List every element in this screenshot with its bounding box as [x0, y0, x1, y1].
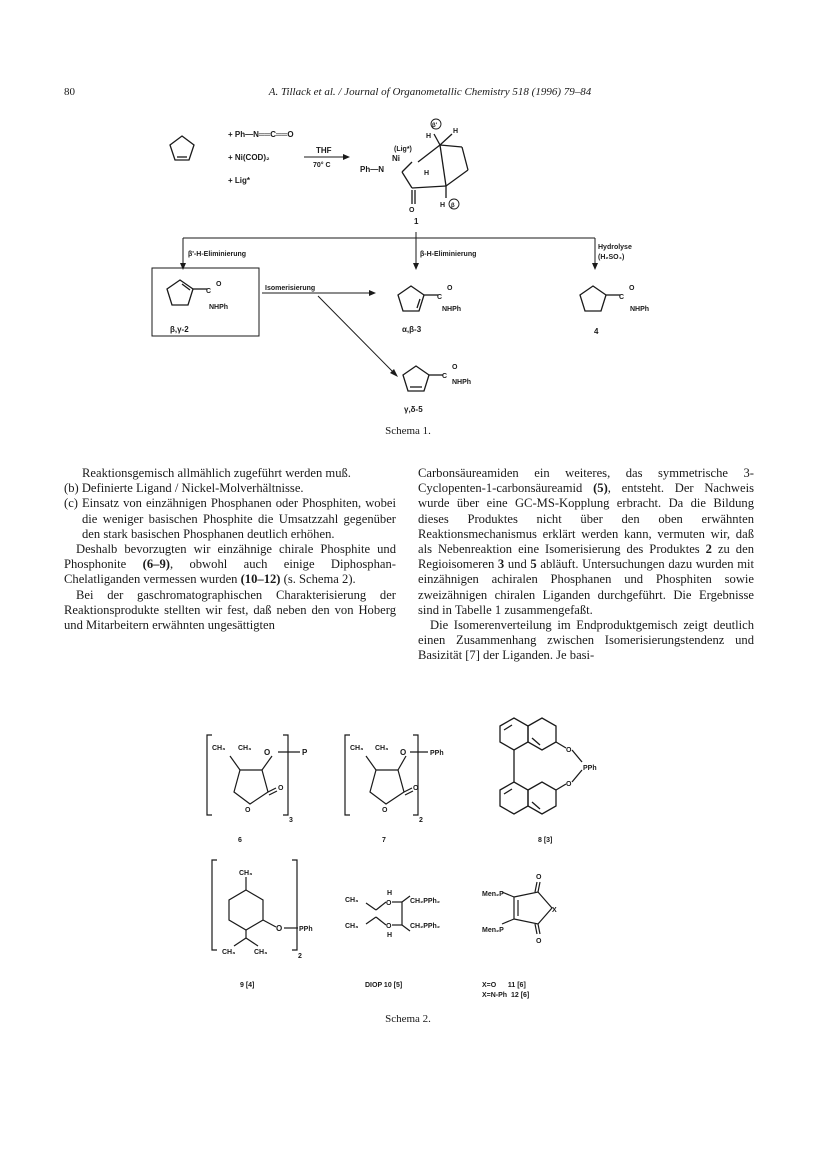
ligand-10-r2: CH₂PPh₂ [410, 923, 440, 930]
product-2-o: O [216, 281, 222, 288]
complex-ni: Ni [392, 154, 400, 163]
ligand-7-ch3b: CH₃ [375, 745, 389, 752]
ligand-9-structure [212, 860, 298, 950]
ligand-7-p: PPh [430, 750, 444, 757]
ligand-10-ch3b: CH₃ [345, 923, 359, 930]
product-3-c: C [437, 294, 443, 301]
ligand-8-o-top: O [566, 747, 572, 754]
product-5-structure [403, 366, 443, 391]
product-4-o: O [629, 285, 635, 292]
paragraph-gc: Bei der gaschromatographischen Charakterisierung der Reaktionsprodukte stellten wir fest, daß neben den von Hoberg und Mitarbeitern erwähnten ungesättigten [64, 587, 396, 633]
nickelacycle-1 [402, 134, 468, 204]
ref-compound-5: (5) [593, 481, 608, 496]
ligand-9-subscript: 2 [298, 953, 302, 960]
page-number: 80 [64, 86, 75, 98]
ligand-11-r1: Men₂P [482, 891, 504, 898]
product-3-amide: NHPh [442, 306, 462, 313]
ligand-6-o-ring: O [245, 807, 251, 814]
complex-phn: Ph—N [360, 165, 384, 174]
list-item-c: (c) Einsatz von einzähnigen Phosphanen oder Phosphiten, wobei die weniger basischen Phosphite die Umsatzzahl gegenüber den stark basischen Phosphanen deutlich erhöhen. [64, 496, 396, 541]
complex-number: 1 [414, 217, 419, 226]
ligand-11-label: X=O 11 [6] [482, 982, 526, 989]
scheme-1 [0, 0, 816, 440]
running-header: A. Tillack et al. / Journal of Organometallic Chemistry 518 (1996) 79–84 [268, 86, 592, 98]
product-3-o: O [447, 285, 453, 292]
product-2-label: β,γ-2 [170, 325, 189, 334]
product-4-structure [580, 286, 620, 311]
ref-ligands-6-9: (6–9) [142, 557, 170, 572]
ligand-7-label: 7 [382, 837, 386, 844]
complex-ligand: (Lig*) [394, 146, 412, 153]
product-4-label: 4 [594, 327, 599, 336]
complex-h-bottom: H [440, 202, 446, 209]
ligand-7-ch3a: CH₃ [350, 745, 364, 752]
ligand-9-ch3: CH₃ [239, 870, 253, 877]
branch-hydrolysis: Hydrolyse [598, 244, 632, 251]
complex-beta-marker: β [451, 203, 455, 209]
ligand-7-o-ring: O [382, 807, 388, 814]
branch-beta-elimination: β-H-Eliminierung [420, 251, 477, 258]
reagent-isocyanate: + Ph—N══C══O [228, 130, 294, 139]
ligand-10-o1: O [386, 900, 392, 907]
condition-solvent: THF [316, 146, 332, 155]
condition-temperature: 70° C [313, 162, 331, 169]
ligand-10-ch3a: CH₃ [345, 897, 359, 904]
ligand-7-o-carbonyl: O [413, 785, 419, 792]
ligand-11-x: X [552, 907, 557, 914]
product-2-amide: NHPh [209, 304, 229, 311]
product-4-c: C [619, 294, 625, 301]
product-5-label: γ,δ-5 [404, 405, 423, 414]
reagent-nickel: + Ni(COD)₂ [228, 153, 270, 162]
ligand-9-iso-b: CH₃ [254, 949, 268, 956]
scheme-2-caption: Schema 2. [385, 1013, 431, 1025]
scheme-1-caption: Schema 1. [385, 425, 431, 437]
ligand-6-o-carbonyl: O [278, 785, 284, 792]
product-2-box [152, 268, 259, 336]
ligand-8-structure [500, 718, 582, 814]
ligand-6-ch3a: CH₃ [212, 745, 226, 752]
ligand-11-r2: Men₂P [482, 927, 504, 934]
paragraph-continuation: Reaktionsgemisch allmählich zugeführt werden muß. [82, 466, 351, 480]
text-column-right [418, 466, 754, 664]
product-5-amide: NHPh [452, 379, 472, 386]
product-3-structure [398, 286, 438, 311]
ligand-6-subscript: 3 [289, 817, 293, 824]
product-2-structure [167, 280, 207, 305]
ligand-10-o2: O [386, 923, 392, 930]
ligand-8-p: PPh [583, 765, 597, 772]
branch-beta-prime-elimination: β'-H-Eliminierung [188, 251, 247, 258]
ref-ligands-10-12: (10–12) [240, 572, 281, 587]
paragraph-ligands: Deshalb bevorzugten wir einzähnige chirale Phosphite und Phosphonite (6–9), obwohl auch einige Diphosphan-Chelatliganden vermessen wurden (10–12) (s. Schema 2). [64, 542, 396, 587]
product-4-amide: NHPh [630, 306, 650, 313]
ligand-10-r1: CH₂PPh₂ [410, 898, 440, 905]
ligand-11-o-top: O [536, 874, 542, 881]
ligand-7-o: O [400, 748, 407, 757]
ligand-10-label: DIOP 10 [5] [365, 982, 403, 989]
ligand-8-o-bottom: O [566, 781, 572, 788]
ligand-10-h-top: H [387, 890, 393, 897]
complex-beta-prime-marker: β' [432, 123, 438, 129]
ligand-7-subscript: 2 [419, 817, 423, 824]
isomerization-label: Isomerisierung [265, 285, 316, 292]
ligand-11-o-bottom: O [536, 938, 542, 945]
text-column-left [64, 466, 396, 633]
ligand-9-label: 9 [4] [240, 982, 255, 989]
ligand-9-o: O [276, 924, 283, 933]
paragraph-gcms: Carbonsäureamiden ein weiteres, das symmetrische 3-Cyclopenten-1-carbonsäureamid (5), entsteht. Der Nachweis wurde über eine GC-MS-Kopplung erbracht. Da die Bildung dieses Produktes nicht über den oben erwähnten Reaktionsmechanismus erklärt werden kann, vermuten wir, daß als Nebenreaktion eine Isomerisierung des Produktes 2 zu den Regioisomeren 3 und 5 abläuft. Untersuchungen dazu wurden mit einzähnigen achiralen Phosphanen und Phosphiten sowie zweizähnigen chiralen Liganden durchgeführt. Die Ergebnisse sind in Tabelle 1 zusammengefaßt. [418, 466, 754, 617]
product-5-o: O [452, 364, 458, 371]
ligand-12-label: X=N-Ph 12 [6] [482, 992, 530, 999]
list-item-b: (b) Definierte Ligand / Nickel-Molverhältnisse. [64, 481, 304, 496]
branch-acid: (H₂SO₄) [598, 254, 625, 261]
complex-h-mid: H [424, 170, 430, 177]
cyclopentene-start [170, 136, 194, 160]
ligand-6-p: P [302, 748, 308, 757]
complex-h-top-right: H [453, 128, 459, 135]
paragraph-isomer-distribution: Die Isomerenverteilung im Endproduktgemisch zeigt deutlich einen Zusammenhang zwischen Isomerisierungstendenz und Basizität [7] der Liganden. Je basi- [418, 618, 754, 663]
ligand-8-label: 8 [3] [538, 837, 553, 844]
ligand-10-h-bottom: H [387, 932, 393, 939]
ligand-6-label: 6 [238, 837, 242, 844]
ligand-6-o: O [264, 748, 271, 757]
ligand-11-12-structure [502, 882, 552, 934]
reagent-ligand: + Lig* [228, 176, 251, 185]
product-5-c: C [442, 373, 448, 380]
ligand-9-p: PPh [299, 926, 313, 933]
arrow-head [343, 154, 350, 160]
product-3-label: α,β-3 [402, 325, 422, 334]
ligand-9-iso-a: CH₃ [222, 949, 236, 956]
complex-h-top: H [426, 133, 432, 140]
product-2-c: C [206, 288, 212, 295]
scheme-2 [0, 700, 816, 1020]
ligand-6-ch3b: CH₃ [238, 745, 252, 752]
complex-o: O [409, 207, 415, 214]
